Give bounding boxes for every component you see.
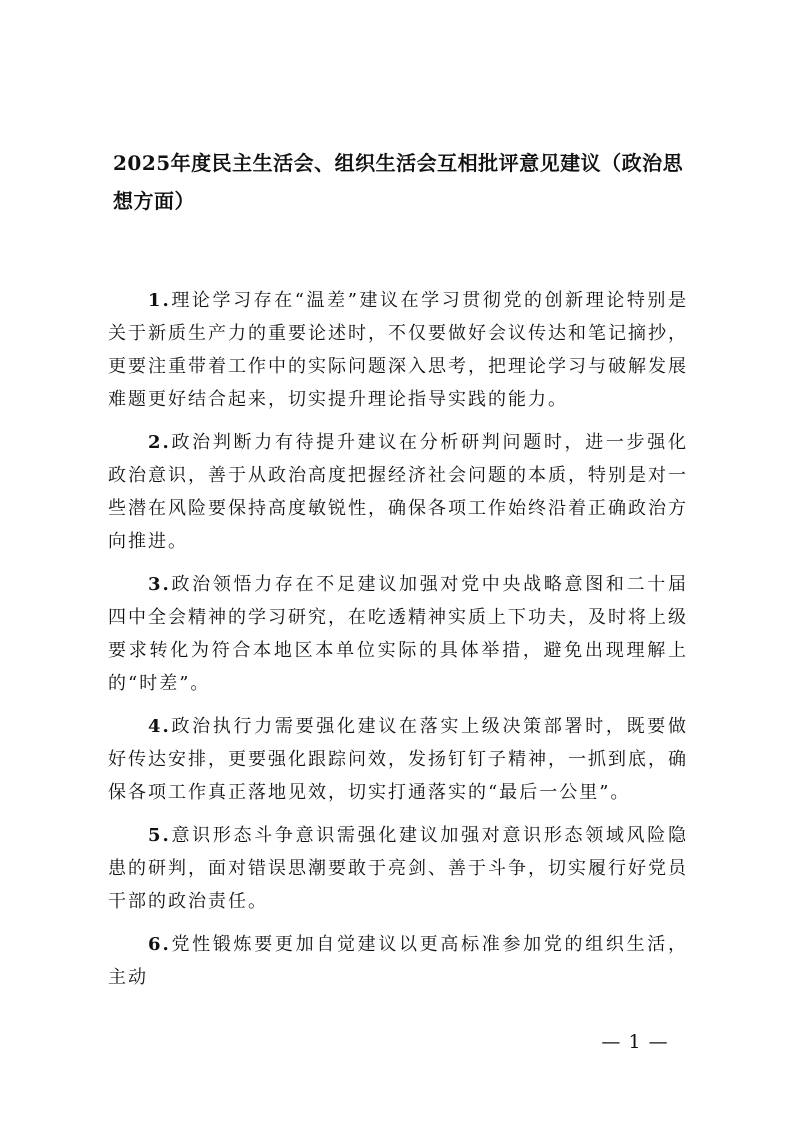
paragraph-number: 5. [148, 825, 171, 846]
paragraph-2 [108, 426, 688, 558]
paragraph-text: 政治执行力需要强化建议在落实上级决策部署时，既要做好传达安排，更要强化跟踪问效，发扬钉钉子精神，一抓到底，确保各项工作真正落地见效，切实打通落实的“最后一公里”。 [108, 716, 688, 803]
paragraph-6 [108, 928, 688, 994]
page-number: — 1 — [601, 1031, 669, 1053]
paragraph-text: 理论学习存在“温差”建议在学习贯彻党的创新理论特别是关于新质生产力的重要论述时，不仅要做好会议传达和笔记摘抄，更要注重带着工作中的实际问题深入思考，把理论学习与破解发展难题更好结合起来，切实提升理论指导实践的能力。 [108, 290, 688, 410]
paragraph-text: 意识形态斗争意识需强化建议加强对意识形态领域风险隐患的研判，面对错误思潮要敢于亮剑、善于斗争，切实履行好党员干部的政治责任。 [108, 825, 688, 912]
document-body [108, 284, 688, 1004]
paragraph-5 [108, 819, 688, 918]
paragraph-number: 1. [148, 290, 171, 311]
paragraph-text: 政治领悟力存在不足建议加强对党中央战略意图和二十届四中全会精神的学习研究，在吃透精神实质上下功夫，及时将上级要求转化为符合本地区本单位实际的具体举措，避免出现理解上的“时差”。 [108, 574, 688, 694]
document-title: 2025年度民主生活会、组织生活会互相批评意见建议（政治思想方面） [113, 151, 684, 213]
paragraph-3 [108, 568, 688, 700]
paragraph-text: 党性锻炼要更加自觉建议以更高标准参加党的组织生活，主动 [108, 934, 688, 988]
paragraph-number: 6. [148, 934, 171, 955]
paragraph-number: 4. [148, 716, 171, 737]
paragraph-4 [108, 710, 688, 809]
paragraph-text: 政治判断力有待提升建议在分析研判问题时，进一步强化政治意识，善于从政治高度把握经济社会问题的本质，特别是对一些潜在风险要保持高度敏锐性，确保各项工作始终沿着正确政治方向推进。 [108, 432, 688, 552]
paragraph-number: 3. [148, 574, 171, 595]
paragraph-number: 2. [148, 432, 171, 453]
paragraph-1 [108, 284, 688, 416]
